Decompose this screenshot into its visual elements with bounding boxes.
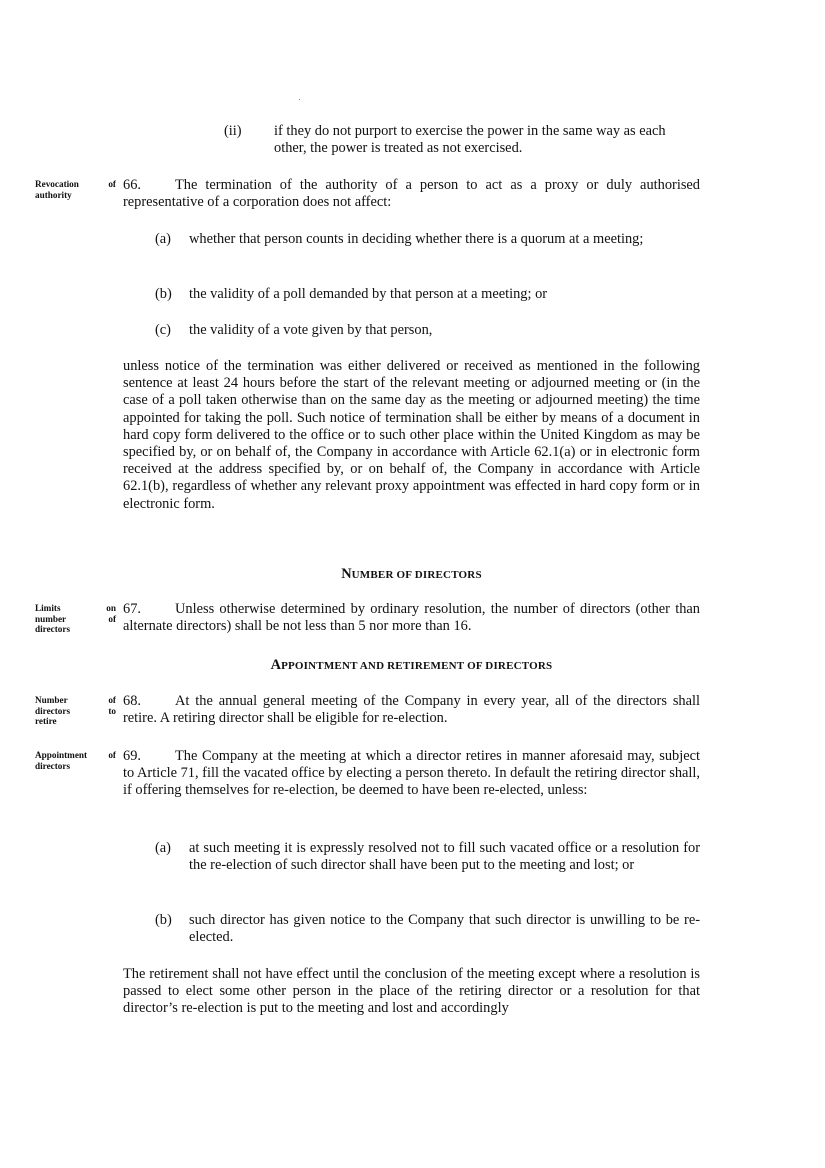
list-item-label: (a)	[155, 840, 171, 856]
list-item-label: (b)	[155, 912, 172, 928]
article-66-intro: 66. The termination of the authority of a person to act as a proxy or duly authorised representative of a corporation does not affect:	[123, 177, 700, 211]
article-69-closing: The retirement shall not have effect until the conclusion of the meeting except where a resolution is passed to elect some other person in the place of the retiring director or a resolution for that director’s re-election is put to the meeting and lost and accordingly	[123, 966, 700, 1017]
section-heading-number: NUMBER OF DIRECTORS	[341, 566, 482, 582]
article-number: 68.	[123, 693, 141, 709]
article-number: 69.	[123, 748, 141, 764]
sub-item-text: if they do not purport to exercise the power in the same way as each other, the power is treated as not exercised.	[274, 123, 666, 157]
margin-note-number-retire: Number of directors to retire	[35, 695, 116, 727]
article-66-closing: unless notice of the termination was either delivered or received as mentioned in the following sentence at least 24 hours before the start of the relevant meeting or adjourned meeting or (in the case of a poll taken otherwise than on the same day as the meeting or adjourned meeting) the time appointed for taking the poll. Such notice of termination shall be either by means of a document in hard copy form delivered to the office or to such other place within the United Kingdom as may be specified by, or on behalf of, the Company in accordance with Article 62.1(a) or in electronic form received at the address specified by, or on behalf of, the Company in accordance with Article 62.1(b), regardless of whether any relevant proxy appointment was effected in hard copy form or in electronic form.	[123, 358, 700, 512]
margin-note-appointment: Appointment of directors	[35, 750, 116, 771]
article-number: 67.	[123, 601, 141, 617]
margin-note-limits: Limits on number of directors	[35, 603, 116, 635]
list-item-label: (c)	[155, 322, 171, 338]
article-number: 66.	[123, 177, 141, 193]
list-item-text: the validity of a vote given by that person,	[189, 322, 433, 338]
margin-note-revocation: Revocation of authority	[35, 179, 116, 200]
article-69-intro: 69. The Company at the meeting at which a director retires in manner aforesaid may, subject to Article 71, fill the vacated office by electing a person thereto. In default the retiring director shall, if offering themselves for re-election, be deemed to have been re-elected, unless:	[123, 748, 700, 799]
article-68: 68. At the annual general meeting of the Company in every year, all of the directors shall retire. A retiring director shall be eligible for re-election.	[123, 693, 700, 727]
list-item-text: at such meeting it is expressly resolved not to fill such vacated office or a resolution for the re-election of such director shall have been put to the meeting and lost; or	[189, 840, 700, 874]
list-item-text: such director has given notice to the Company that such director is unwilling to be re-elected.	[189, 912, 700, 946]
stray-dot	[299, 99, 300, 100]
article-67: 67. Unless otherwise determined by ordinary resolution, the number of directors (other than alternate directors) shall be not less than 5 nor more than 16.	[123, 601, 700, 635]
sub-item-label: (ii)	[224, 123, 242, 139]
list-item-label: (a)	[155, 231, 171, 247]
section-heading-appointment: APPOINTMENT AND RETIREMENT OF DIRECTORS	[270, 657, 553, 673]
list-item-label: (b)	[155, 286, 172, 302]
list-item-text: the validity of a poll demanded by that person at a meeting; or	[189, 286, 548, 302]
list-item-text: whether that person counts in deciding whether there is a quorum at a meeting;	[189, 231, 644, 247]
